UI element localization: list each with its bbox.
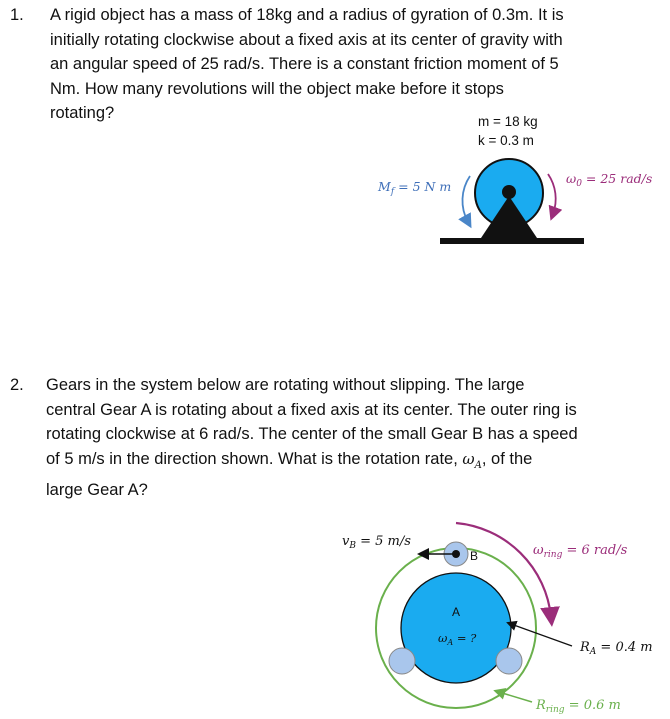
- problem-statement: [46, 373, 650, 503]
- gear-a-speed-label: $\omega_A$ = ?: [438, 631, 477, 647]
- radius-ring-pointer: [499, 692, 532, 702]
- statement-text: , of the: [481, 449, 533, 468]
- figure-gear-system: [0, 509, 670, 719]
- statement-line: Nm. How many revolutions will the object make before it stops: [50, 79, 504, 98]
- problem-number: 1.: [10, 6, 24, 24]
- friction-moment-label: $M_f = 5$ N m: [378, 179, 452, 197]
- statement-line: [46, 447, 650, 479]
- gear-a: [401, 573, 511, 683]
- velocity-b-label: $v_B = 5$ m/s: [342, 534, 411, 551]
- initial-speed-label: $\omega_0 = 25$ rad/s: [566, 171, 653, 189]
- statement-line: an angular speed of 25 rad/s. There is a constant friction moment of 5: [50, 55, 559, 73]
- gear-a-label: A: [452, 605, 461, 619]
- statement-line: rotating?: [50, 104, 115, 122]
- angular-velocity-arrow: [548, 174, 556, 214]
- radius-a-pointer: [511, 624, 572, 646]
- pivot-pin: [502, 185, 516, 199]
- statement-line: A rigid object has a mass of 18kg and a radius of gyration of 0.3m. It is: [50, 6, 564, 24]
- statement-line: Gears in the system below are rotating without slipping. The large: [46, 376, 525, 394]
- gyration-label: k = 0.3 m: [478, 133, 534, 148]
- statement-line: central Gear A is rotating about a fixed axis at its center. The outer ring is: [46, 400, 577, 419]
- ring-speed-label: $\omega_{ring} = 6$ rad/s: [533, 543, 628, 560]
- radius-ring-label: $R_{ring} = 0.6$ m: [536, 698, 621, 715]
- statement-line: large Gear A?: [46, 481, 148, 499]
- statement-line: initially rotating clockwise about a fixed axis at its center of gravity with: [50, 30, 563, 49]
- ground-base: [440, 238, 584, 244]
- problem-number: 2.: [10, 376, 24, 394]
- statement-line: rotating clockwise at 6 rad/s. The center of the small Gear B has a speed: [46, 425, 578, 443]
- friction-moment-arrow: [462, 176, 470, 222]
- small-gear-left: [389, 648, 415, 674]
- radius-a-label: $R_A = 0.4$ m: [580, 640, 653, 657]
- gear-b-label: B: [470, 549, 479, 563]
- omega-a-symbol: $\omega_A$: [462, 449, 482, 471]
- figure-rotating-disk: [0, 105, 670, 365]
- small-gear-right: [496, 648, 522, 674]
- statement-text: of 5 m/s in the direction shown. What is the rotation rate,: [46, 449, 463, 468]
- mass-label: m = 18 kg: [478, 114, 538, 129]
